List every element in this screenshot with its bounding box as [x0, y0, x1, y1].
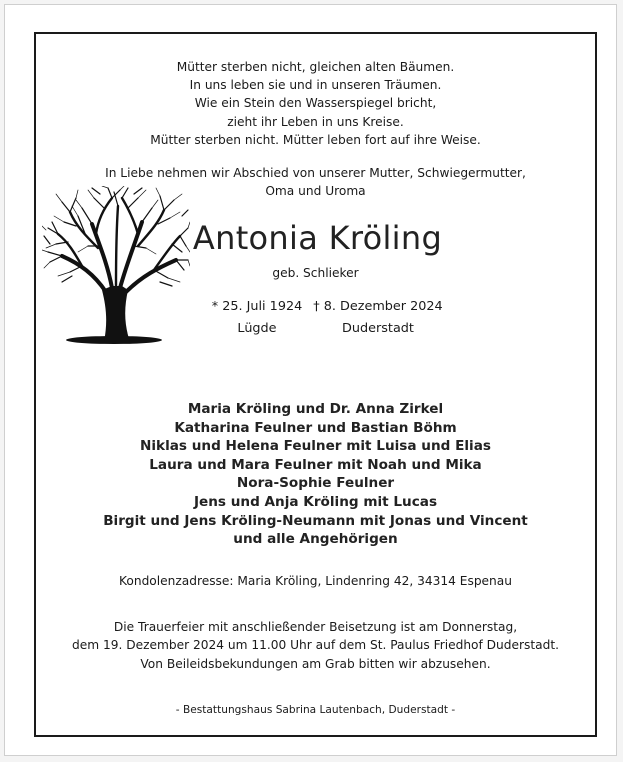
page: [4, 4, 617, 756]
family-line: Katharina Feulner und Bastian Böhm: [174, 419, 457, 436]
intro-line: Oma und Uroma: [265, 184, 366, 199]
deceased-name: Antonia Kröling: [192, 219, 443, 257]
service-info: [36, 618, 595, 673]
poem-line: Mütter sterben nicht, gleichen alten Bäumen.: [176, 60, 455, 74]
intro-line: In Liebe nehmen wir Abschied von unserer Mutter, Schwiegermutter,: [105, 166, 526, 180]
family-line: Nora-Sophie Feulner: [236, 475, 395, 492]
family-line: Birgit und Jens Kröling-Neumann mit Jonas und Vincent: [103, 512, 528, 529]
poem-line: Wie ein Stein den Wasserspiegel bricht,: [194, 96, 437, 111]
family-list: [36, 400, 595, 549]
poem-line: zieht ihr Leben in uns Kreise.: [227, 114, 404, 129]
birth-date: * 25. Juli 1924: [211, 299, 303, 314]
family-line: Laura und Mara Feulner mit Noah und Mika: [149, 456, 482, 473]
family-line: Maria Kröling und Dr. Anna Zirkel: [187, 401, 444, 417]
birth-name: geb. Schlieker: [272, 266, 359, 280]
death-place: Duderstadt: [342, 321, 414, 336]
undertaker: - Bestattungshaus Sabrina Lautenbach, Duderstadt -: [175, 704, 456, 716]
death-info: [298, 296, 458, 340]
family-line: Niklas und Helena Feulner mit Luisa und Elias: [140, 438, 491, 455]
poem-line: In uns leben sie und in unseren Träumen.: [189, 78, 442, 93]
family-line: Jens und Anja Kröling mit Lucas: [193, 493, 438, 510]
service-line: dem 19. Dezember 2024 um 11.00 Uhr auf dem St. Paulus Friedhof Duderstadt.: [71, 638, 560, 653]
poem-line: Mütter sterben nicht. Mütter leben fort auf ihre Weise.: [150, 132, 481, 147]
service-line: Die Trauerfeier mit anschließender Beisetzung ist am Donnerstag,: [113, 620, 518, 634]
obituary-frame: [34, 32, 597, 737]
birth-place: Lügde: [237, 321, 277, 336]
poem: [36, 58, 595, 149]
condolence-address: Kondolenzadresse: Maria Kröling, Lindenring 42, 34314 Espenau: [119, 574, 512, 588]
death-date: † 8. Dezember 2024: [313, 299, 443, 314]
family-line: und alle Angehörigen: [233, 531, 398, 548]
service-line: Von Beileidsbekundungen am Grab bitten wir abzusehen.: [140, 656, 491, 671]
